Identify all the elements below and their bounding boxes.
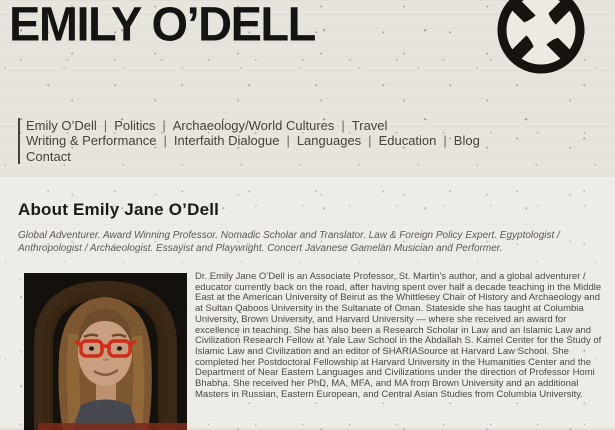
about-content-row — [24, 273, 615, 430]
nav-separator: | — [103, 118, 108, 133]
nav-link-writing-performance[interactable]: Writing & Performance — [26, 133, 157, 149]
nav-link-contact[interactable]: Contact — [26, 148, 71, 164]
nav-separator: | — [443, 133, 447, 149]
nav-row — [26, 118, 480, 133]
star-circle-glyph — [497, 0, 585, 74]
nav-separator: | — [286, 133, 290, 149]
nav-link-blog[interactable]: Blog — [453, 133, 480, 149]
site-title: EMILY O’DELL — [9, 0, 315, 51]
nav-link-archaeology-world-cultures[interactable]: Archaeology/World Cultures — [172, 118, 335, 133]
nav-separator: | — [368, 133, 372, 149]
content-panel — [0, 178, 615, 428]
about-bio: Dr. Emily Jane O’Dell is an Associate Professor, St. Martin’s author, and a global adventurer / educator currently back on the road, after having spent over half a decade teaching in the Middle East at the American University of Beirut as the Whittlesey Chair of History and Archaeology and at Sultan Qaboos University in the Sultanate of Oman. Stateside she has taught at Columbia University, Brown University, and Harvard University — where she received an award for excellence in teaching. She has also been a Research Scholar in Law and an Islamic Law and Civilization Research Fellow at Yale Law School in the Abdallah S. Kamel Center for the Study of Islamic Law and Civilization and an editor of SHARIASource at Harvard Law School. She completed her Postdoctoral Fellowship at Harvard University in the Humanities Center and the Department of Near Eastern Languages and Civilizations under the direction of Professor Homi Bhabha. She received her PhD, MA, MFA, and MA from Brown University and an additional Masters in Russian, Eastern European, and Central Asian Studies from Columbia University. — [195, 271, 602, 400]
nav-separator: | — [163, 133, 167, 149]
portrait-illustration — [24, 273, 187, 430]
nav-row — [26, 149, 480, 164]
nav-link-emily-o-dell[interactable]: Emily O’Dell — [26, 118, 97, 133]
nav-row — [26, 133, 480, 148]
nav-link-travel[interactable]: Travel — [351, 118, 388, 133]
nav-separator: | — [162, 118, 166, 133]
nav-separator: | — [341, 118, 345, 133]
about-tagline: Global Adventurer. Award Winning Professor. Nomadic Scholar and Translator. Law & Foreign Policy Expert. Egyptologist / Anthropologist / Archaeologist. Essayist and Playwright. Concert Javanese Gamelan Musician and Performer. — [18, 230, 560, 254]
portrait-photo — [24, 273, 187, 430]
about-heading: About Emily Jane O’Dell — [18, 200, 220, 219]
circled-star-logo-icon[interactable] — [497, 0, 585, 74]
main-nav — [18, 118, 480, 164]
nav-link-languages[interactable]: Languages — [296, 133, 362, 149]
nav-link-education[interactable]: Education — [378, 133, 437, 149]
nav-link-politics[interactable]: Politics — [114, 118, 156, 133]
nav-link-interfaith-dialogue[interactable]: Interfaith Dialogue — [173, 133, 280, 149]
